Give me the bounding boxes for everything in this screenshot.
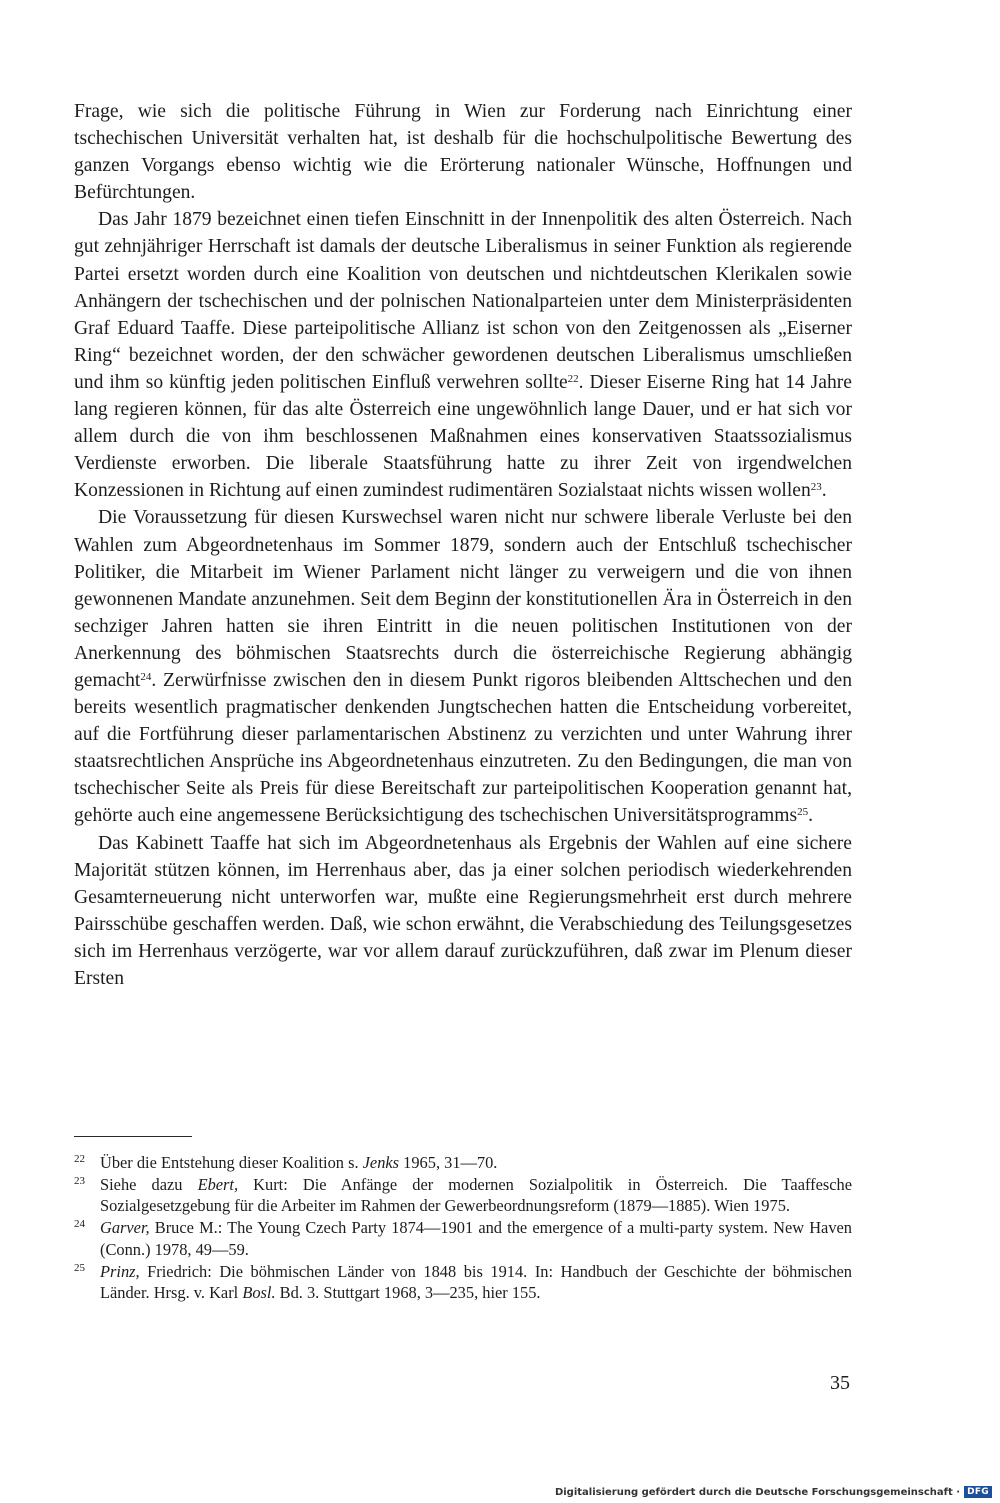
footnote-25 (74, 1261, 852, 1304)
footnote-text: Bd. 3. Stuttgart 1968, 3—235, hier 155. (275, 1283, 541, 1303)
footnote-ref-23[interactable]: 23 (810, 481, 822, 494)
footnotes (74, 1152, 852, 1304)
paragraph-3-text-b: . Zerwürfnisse zwischen den in diesem Punkt rigoros bleibenden Alttschechen und den bereits wesentlich pragmatischer denkenden Jungtschechen hatten die Entscheidung vorbereitet, auf die Fortführung dieser parlamentarischen Abstinenz zu verzichten und unter Wahrung ihrer staatsrechtlichen Ansprüche ins Abgeordnetenhaus einzutreten. Zu den Bedingungen, die man von tschechischer Seite als Preis für diese Bereitschaft zur parteipolitischen Kooperation genannt hat, gehörte auch eine angemessene Berücksichtigung des tschechischen Universitätsprogramms (74, 669, 852, 827)
banner-text: Digitalisierung gefördert durch die Deutsche Forschungsgemeinschaft · (554, 1486, 961, 1498)
footnote-number: 23 (74, 1174, 85, 1187)
digitization-banner (555, 1486, 992, 1498)
footnote-number: 24 (74, 1218, 85, 1231)
footnote-ref-24[interactable]: 24 (140, 670, 152, 683)
footnote-text: Kurt: Die Anfänge der modernen Sozialpolitik in Österreich. Die Taaffesche Sozialgesetzgebung für die Arbeiter im Rahmen der Gewerbeordnungsreform (1879—1885). Wien 1975. (100, 1174, 852, 1216)
footnote-divider (74, 1136, 192, 1137)
paragraph-2-text-c: . (821, 480, 827, 502)
footnote-author: Jenks (362, 1153, 400, 1172)
footnote-24 (74, 1217, 852, 1260)
paragraph-2-text-b: . Dieser Eiserne Ring hat 14 Jahre lang regieren können, für das alte Österreich eine ungewöhnlich lange Dauer, und er hat sich vor allem durch die von ihm beschlossenen Maßnahmen eines konservativen Staatssozialismus Verdienste erworben. Die liberale Staatsführung hatte zu ihrer Zeit von irgendwelchen Konzessionen in Richtung auf einen zumindest rudimentären Sozialstaat nichts wissen wollen (74, 371, 852, 502)
footnote-author: Garver, (100, 1218, 150, 1238)
paragraph-1: Frage, wie sich die politische Führung in Wien zur Forderung nach Einrichtung einer tschechischen Universität verhalten hat, ist deshalb für die hochschulpolitische Bewertung des ganzen Vorgangs ebenso wichtig wie die Erörterung nationaler Wünsche, Hoffnungen und Befürchtungen. (74, 101, 852, 204)
paragraph-3-text-c: . (808, 805, 814, 827)
footnote-23 (74, 1174, 852, 1217)
paragraph-3 (74, 504, 852, 829)
body-text (74, 98, 852, 992)
dfg-logo-icon: DFG (964, 1486, 992, 1498)
footnote-number: 25 (74, 1261, 85, 1274)
footnote-text: Über die Entstehung dieser Koalition s. (100, 1153, 363, 1172)
paragraph-2 (74, 206, 852, 504)
paragraph-2-text-a: Das Jahr 1879 bezeichnet einen tiefen Einschnitt in der Innenpolitik des alten Österreich. Nach gut zehnjähriger Herrschaft ist damals der deutsche Liberalismus in seiner Funktion als regierende Partei ersetzt worden durch eine Koalition von deutschen und nichtdeutschen Klerikalen sowie Anhängern der tschechischen und der polnischen Nationalparteien unter dem Ministerpräsidenten Graf Eduard Taaffe. Diese parteipolitische Allianz ist schon von den Zeitgenossen als „Eiserner Ring“ bezeichnet worden, der den schwächer gewordenen deutschen Liberalismus umschließen und ihm so künftig jeden politischen Einfluß verwehren sollte (74, 209, 852, 393)
footnote-ref-25[interactable]: 25 (797, 806, 809, 819)
footnote-editor: Bosl. (242, 1283, 276, 1303)
footnote-author: Ebert, (197, 1174, 239, 1194)
footnote-text: Siehe dazu (100, 1174, 198, 1194)
paragraph-4: Das Kabinett Taaffe hat sich im Abgeordnetenhaus als Ergebnis der Wahlen auf eine sichere Majorität stützen können, im Herrenhaus aber, das ja einer solchen periodisch wiederkehrenden Gesamterneuerung nicht unterworfen war, mußte eine Regierungsmehrheit erst durch mehrere Pairsschübe geschaffen werden. Daß, wie schon erwähnt, die Verabschiedung des Teilungsgesetzes sich im Herrenhaus verzögerte, war vor allem darauf zurückzuführen, daß zwar im Plenum dieser Ersten (74, 832, 852, 989)
footnote-text: 1965, 31—70. (399, 1153, 498, 1172)
footnote-number: 22 (74, 1153, 85, 1165)
paragraph-3-text-a: Die Voraussetzung für diesen Kurswechsel waren nicht nur schwere liberale Verluste bei den Wahlen zum Abgeordnetenhaus im Sommer 1879, sondern auch der Entschluß tschechischer Politiker, die Mitarbeit im Wiener Parlament nicht länger zu verweigern und die von ihnen gewonnenen Mandate anzunehmen. Seit dem Beginn der konstitutionellen Ära in Österreich in den sechziger Jahren hatten sie ihren Eintritt in die neuen politischen Institutionen von der Anerkennung des böhmischen Staatsrechts durch die österreichische Regierung abhängig gemacht (74, 507, 852, 691)
footnote-text: Bruce M.: The Young Czech Party 1874—1901 and the emergence of a multi-party system. New Haven (Conn.) 1978, 49—59. (100, 1218, 852, 1259)
page-number: 35 (830, 1372, 850, 1394)
footnote-ref-22[interactable]: 22 (567, 372, 579, 385)
footnote-text: Friedrich: Die böhmischen Länder von 1848 bis 1914. In: Handbuch der Geschichte der böhmischen Länder. Hrsg. v. Karl (100, 1261, 852, 1303)
footnote-author: Prinz, (100, 1261, 140, 1281)
footnote-22 (74, 1152, 852, 1174)
